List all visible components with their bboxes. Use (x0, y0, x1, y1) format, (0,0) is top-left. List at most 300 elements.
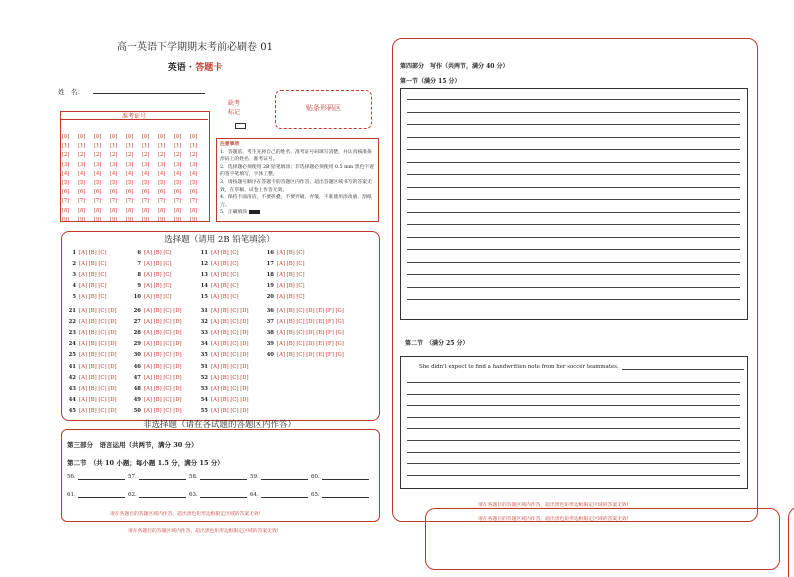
digit-bubble[interactable]: [1] (158, 143, 166, 150)
digit-bubble[interactable]: [5] (190, 180, 198, 187)
question-number: 30 (133, 352, 141, 358)
answer-options[interactable]: [A] [B] [C] (79, 261, 107, 267)
digit-bubble[interactable]: [4] (94, 170, 102, 177)
digit-bubble[interactable]: [2] (142, 152, 150, 159)
question-row[interactable] (66, 261, 107, 267)
question-number: 43 (68, 386, 76, 392)
blank-number: 63. (189, 492, 198, 498)
question-row[interactable] (66, 375, 117, 381)
digit-bubble[interactable]: [8] (94, 207, 102, 214)
blank-line[interactable] (322, 497, 369, 498)
writing-line (407, 428, 740, 429)
writing-line (407, 212, 740, 213)
notice-example: 5．正确填涂 (220, 210, 248, 216)
question-number: 52 (200, 375, 208, 381)
digit-bubble[interactable]: [5] (174, 180, 182, 187)
digit-bubble[interactable]: [0] (110, 134, 118, 140)
absent-mark-box[interactable] (235, 123, 246, 129)
digit-bubble[interactable]: [1] (174, 143, 182, 150)
question-row[interactable] (66, 294, 107, 300)
exam-id-digit-column (190, 133, 197, 225)
digit-bubble[interactable]: [5] (62, 180, 70, 187)
digit-bubble[interactable]: [5] (78, 180, 86, 187)
question-row[interactable] (198, 408, 249, 414)
question-row[interactable] (131, 330, 182, 336)
writing-area-2[interactable] (400, 356, 748, 489)
digit-bubble[interactable]: [4] (174, 170, 182, 177)
blank-number: 57. (128, 474, 137, 480)
blank-line[interactable] (200, 479, 247, 480)
question-number: 7 (137, 261, 141, 267)
question-row[interactable] (131, 319, 182, 325)
name-field[interactable] (93, 93, 205, 94)
answer-options[interactable]: [A] [B] [C] [D] (211, 341, 249, 347)
digit-bubble[interactable]: [8] (190, 207, 198, 214)
digit-bubble[interactable]: [9] (78, 216, 86, 223)
answer-options[interactable]: [A] [B] [C] (79, 294, 107, 300)
non-choice-title: 非选择题（请在各试题的答题区内作答） (142, 420, 296, 430)
absent-mark-label (228, 99, 240, 117)
question-row[interactable] (264, 352, 344, 358)
blank-line[interactable] (261, 479, 308, 480)
digit-bubble[interactable]: [2] (110, 152, 118, 159)
digit-bubble[interactable]: [3] (190, 161, 198, 168)
digit-bubble[interactable]: [3] (62, 161, 70, 168)
question-row[interactable] (66, 308, 117, 314)
answer-options[interactable]: [A] [B] [C] [D] (144, 319, 182, 325)
digit-bubble[interactable]: [3] (110, 161, 118, 168)
digit-bubble[interactable]: [3] (142, 161, 150, 168)
digit-bubble[interactable]: [9] (94, 216, 102, 223)
digit-bubble[interactable]: [1] (110, 143, 118, 150)
fill-blank (189, 474, 247, 480)
answer-options[interactable]: [A] [B] [C] (79, 272, 107, 278)
question-row[interactable] (198, 319, 249, 325)
question-number: 50 (133, 408, 141, 414)
answer-area-warning: 请在各题目的答题区域内作答，超出黑色矩形边框限定区域的答案无效! (110, 512, 261, 517)
question-row[interactable] (131, 364, 182, 370)
answer-options[interactable]: [A] [B] [C] (277, 283, 305, 289)
blank-line[interactable] (200, 497, 247, 498)
answer-options[interactable]: [A] [B] [C] [D] (211, 375, 249, 381)
question-row[interactable] (131, 250, 172, 256)
writing-line (407, 417, 740, 418)
question-row[interactable] (131, 308, 182, 314)
answer-options[interactable]: [A] [B] [C] [D] (79, 308, 117, 314)
exam-id-digit-column (174, 133, 181, 225)
exam-id-digit-column (142, 133, 149, 225)
question-row[interactable] (131, 294, 172, 300)
question-number: 15 (200, 294, 208, 300)
digit-bubble[interactable]: [9] (142, 216, 150, 223)
writing-line (407, 187, 740, 188)
writing-line (407, 440, 740, 441)
prompt-text: She didn't expect to find a handwritten note from her soccer teammates. (419, 364, 619, 370)
question-number: 8 (137, 272, 141, 278)
digit-bubble[interactable]: [4] (110, 170, 118, 177)
digit-bubble[interactable]: [2] (62, 152, 70, 159)
digit-bubble[interactable]: [4] (142, 170, 150, 177)
answer-options[interactable]: [A] [B] [C] [D] (144, 386, 182, 392)
digit-bubble[interactable]: [3] (158, 161, 166, 168)
digit-bubble[interactable]: [0] (62, 134, 70, 140)
absent-label-line1: 缺考 (228, 100, 241, 107)
answer-options[interactable]: [A] [B] [C] [D] (144, 408, 182, 414)
question-row[interactable] (198, 386, 249, 392)
answer-options[interactable]: [A] [B] [C] (277, 272, 305, 278)
question-number: 46 (133, 364, 141, 370)
digit-bubble[interactable]: [2] (78, 152, 86, 159)
answer-options[interactable]: [A] [B] [C] (211, 294, 239, 300)
question-row[interactable] (131, 375, 182, 381)
answer-options[interactable]: [A] [B] [C] [D] (144, 341, 182, 347)
question-number: 45 (68, 408, 76, 414)
answer-options[interactable]: [A] [B] [C] [D] (144, 364, 182, 370)
writing-line (407, 137, 740, 138)
question-row[interactable] (264, 294, 305, 300)
digit-bubble[interactable]: [3] (94, 161, 102, 168)
digit-bubble[interactable]: [9] (62, 216, 70, 223)
digit-bubble[interactable]: [8] (126, 207, 134, 214)
digit-bubble[interactable]: [5] (142, 180, 150, 187)
answer-options[interactable]: [A] [B] [C] [D] (144, 375, 182, 381)
answer-options[interactable]: [A] [B] [C] [D] (79, 341, 117, 347)
answer-options[interactable]: [A] [B] [C] (277, 261, 305, 267)
answer-options[interactable]: [A] [B] [C] [D] (79, 364, 117, 370)
blank-line[interactable] (139, 479, 186, 480)
answer-options[interactable]: [A] [B] [C] [D] (144, 330, 182, 336)
digit-bubble[interactable]: [9] (126, 216, 134, 223)
digit-bubble[interactable]: [9] (190, 216, 198, 223)
answer-options[interactable]: [A] [B] [C] [D] (79, 319, 117, 325)
question-row[interactable] (66, 386, 117, 392)
digit-bubble[interactable]: [7] (62, 198, 70, 205)
question-row[interactable] (198, 364, 249, 370)
question-row[interactable] (66, 341, 117, 347)
question-number: 16 (266, 250, 274, 256)
question-row[interactable] (264, 261, 305, 267)
answer-options[interactable]: [A] [B] [C] [D] (211, 386, 249, 392)
digit-bubble[interactable]: [8] (174, 207, 182, 214)
digit-bubble[interactable]: [8] (110, 207, 118, 214)
digit-bubble[interactable]: [4] (78, 170, 86, 177)
answer-options[interactable]: [A] [B] [C] [D] (211, 408, 249, 414)
answer-options[interactable]: [A] [B] [C] [D] (79, 375, 117, 381)
exam-id-divider (60, 119, 208, 120)
writing-line (407, 174, 740, 175)
barcode-label: 贴条形码区 (306, 104, 341, 112)
digit-bubble[interactable]: [3] (174, 161, 182, 168)
question-row[interactable] (264, 319, 344, 325)
digit-bubble[interactable]: [1] (126, 143, 134, 150)
question-row[interactable] (131, 261, 172, 267)
writing-line (407, 149, 740, 150)
digit-bubble[interactable]: [3] (78, 161, 86, 168)
question-row[interactable] (198, 283, 239, 289)
digit-bubble[interactable]: [0] (158, 134, 166, 140)
digit-bubble[interactable]: [1] (190, 143, 198, 150)
question-row[interactable] (66, 364, 117, 370)
question-row[interactable] (264, 330, 344, 336)
blank-line[interactable] (322, 479, 369, 480)
question-number: 18 (266, 272, 274, 278)
digit-bubble[interactable]: [7] (78, 198, 86, 205)
question-number: 12 (200, 261, 208, 267)
fill-blank (311, 492, 369, 498)
digit-bubble[interactable]: [6] (110, 189, 118, 196)
answer-options[interactable]: [A] [B] [C] [D] (79, 352, 117, 358)
question-row[interactable] (264, 250, 305, 256)
digit-bubble[interactable]: [7] (142, 198, 150, 205)
question-row[interactable] (264, 308, 344, 314)
digit-bubble[interactable]: [6] (94, 189, 102, 196)
answer-options[interactable]: [A] [B] [C] (144, 261, 172, 267)
digit-bubble[interactable]: [8] (78, 207, 86, 214)
answer-options[interactable]: [A] [B] [C] [D] (144, 308, 182, 314)
question-row[interactable] (198, 375, 249, 381)
question-row[interactable] (66, 397, 117, 403)
digit-bubble[interactable]: [1] (62, 143, 70, 150)
question-row[interactable] (264, 283, 305, 289)
question-number: 29 (133, 341, 141, 347)
answer-options[interactable]: [A] [B] [C] [D] (79, 330, 117, 336)
question-row[interactable] (264, 272, 305, 278)
answer-options[interactable]: [A] [B] [C] [D] (211, 364, 249, 370)
question-row[interactable] (66, 408, 117, 414)
answer-options[interactable]: [A] [B] [C] (277, 294, 305, 300)
subject-label: 英语 (167, 63, 186, 73)
blank-number: 56. (67, 474, 76, 480)
question-row[interactable] (66, 250, 107, 256)
exam-id-digit-column (78, 133, 85, 225)
answer-options[interactable]: [A] [B] [C] (144, 283, 172, 289)
absent-label-line2: 标记 (228, 109, 241, 116)
fill-blank (189, 492, 247, 498)
digit-bubble[interactable]: [6] (142, 189, 150, 196)
answer-options[interactable]: [A] [B] [C] [D] (211, 330, 249, 336)
answer-options[interactable]: [A] [B] [C] [D] [E] [F] [G] (277, 352, 344, 358)
answer-options[interactable]: [A] [B] [C] [D] [E] [F] [G] (277, 341, 344, 347)
question-row[interactable] (198, 352, 249, 358)
multiple-choice-box (61, 231, 380, 421)
answer-options[interactable]: [A] [B] [C] (211, 272, 239, 278)
question-row[interactable] (131, 272, 172, 278)
answer-options[interactable]: [A] [B] [C] [D] [E] [F] [G] (277, 308, 344, 314)
answer-options[interactable]: [A] [B] [C] (79, 250, 107, 256)
blank-number: 64. (250, 492, 259, 498)
writing-line (407, 224, 740, 225)
question-number: 41 (68, 364, 76, 370)
blank-number: 59. (250, 474, 259, 480)
digit-bubble[interactable]: [9] (174, 216, 182, 223)
digit-bubble[interactable]: [8] (62, 207, 70, 214)
question-row[interactable] (66, 330, 117, 336)
question-number: 2 (72, 261, 76, 267)
writing-area-1[interactable] (400, 88, 748, 320)
digit-bubble[interactable]: [5] (110, 180, 118, 187)
question-number: 54 (200, 397, 208, 403)
digit-bubble[interactable]: [4] (158, 170, 166, 177)
question-row[interactable] (66, 352, 117, 358)
digit-bubble[interactable]: [0] (174, 134, 182, 140)
question-row[interactable] (131, 386, 182, 392)
fill-blank (250, 474, 308, 480)
digit-bubble[interactable]: [7] (94, 198, 102, 205)
digit-bubble[interactable]: [8] (142, 207, 150, 214)
continuation-prompt (419, 364, 744, 370)
answer-options[interactable]: [A] [B] [C] [D] (211, 352, 249, 358)
answer-options[interactable]: [A] [B] [C] (144, 250, 172, 256)
prompt-line[interactable] (622, 369, 744, 370)
question-number: 19 (266, 283, 274, 289)
question-row[interactable] (131, 283, 172, 289)
blank-line[interactable] (78, 497, 125, 498)
question-row[interactable] (198, 250, 239, 256)
question-row[interactable] (66, 272, 107, 278)
digit-bubble[interactable]: [7] (190, 198, 198, 205)
writing-line (407, 124, 740, 125)
writing-line (407, 287, 740, 288)
digit-bubble[interactable]: [5] (94, 180, 102, 187)
digit-bubble[interactable]: [4] (126, 170, 134, 177)
question-number: 36 (266, 308, 274, 314)
digit-bubble[interactable]: [3] (126, 161, 134, 168)
answer-options[interactable]: [A] [B] [C] [D] (79, 408, 117, 414)
digit-bubble[interactable]: [9] (110, 216, 118, 223)
answer-options[interactable]: [A] [B] [C] [D] (144, 352, 182, 358)
answer-options[interactable]: [A] [B] [C] (277, 250, 305, 256)
blank-line[interactable] (139, 497, 186, 498)
question-row[interactable] (198, 341, 249, 347)
question-row[interactable] (131, 341, 182, 347)
answer-options[interactable]: [A] [B] [C] [D] (79, 386, 117, 392)
answer-options[interactable]: [A] [B] [C] (144, 272, 172, 278)
digit-bubble[interactable]: [6] (174, 189, 182, 196)
notice-heading: 注意事项 (220, 141, 240, 147)
digit-bubble[interactable]: [7] (158, 198, 166, 205)
blank-number: 65. (311, 492, 320, 498)
blank-line[interactable] (261, 497, 308, 498)
answer-options[interactable]: [A] [B] [C] [D] (211, 397, 249, 403)
digit-bubble[interactable]: [0] (94, 134, 102, 140)
blank-line[interactable] (78, 479, 125, 480)
digit-bubble[interactable]: [1] (142, 143, 150, 150)
question-number: 21 (68, 308, 76, 314)
writing-line (407, 274, 740, 275)
digit-bubble[interactable]: [2] (174, 152, 182, 159)
part4-section1: 第一节（满分 15 分） (400, 78, 461, 85)
question-row[interactable] (198, 330, 249, 336)
digit-bubble[interactable]: [5] (158, 180, 166, 187)
notice-item: 2．选择题必须使用 2B 铅笔填涂；非选择题必须使用 0.5 mm 黑色字迹的签字笔填写，字体工整。 (220, 164, 374, 178)
digit-bubble[interactable]: [1] (78, 143, 86, 150)
digit-bubble[interactable]: [7] (126, 198, 134, 205)
subtitle-dot: · (188, 63, 193, 73)
answer-options[interactable]: [A] [B] [C] (211, 261, 239, 267)
answer-options[interactable]: [A] [B] [C] (79, 283, 107, 289)
answer-options[interactable]: [A] [B] [C] [D] (211, 319, 249, 325)
answer-options[interactable]: [A] [B] [C] (144, 294, 172, 300)
question-number: 40 (266, 352, 274, 358)
question-row[interactable] (131, 408, 182, 414)
question-number: 42 (68, 375, 76, 381)
digit-bubble[interactable]: [6] (190, 189, 198, 196)
edge-border (788, 506, 794, 577)
digit-bubble[interactable]: [6] (158, 189, 166, 196)
exam-id-digit-column (158, 133, 165, 225)
digit-bubble[interactable]: [6] (78, 189, 86, 196)
question-number: 4 (72, 283, 76, 289)
notice-item: 1．答题前，考生先将自己的姓名、准考证号码填写清楚，并认真核准条形码上的姓名、准考证号。 (220, 149, 372, 163)
digit-bubble[interactable]: [4] (190, 170, 198, 177)
question-row[interactable] (198, 294, 239, 300)
question-row[interactable] (198, 272, 239, 278)
answer-options[interactable]: [A] [B] [C] [D] (144, 397, 182, 403)
part4-section2: 第二节 （满分 25 分） (405, 340, 469, 347)
answer-options[interactable]: [A] [B] [C] [D] [E] [F] [G] (277, 319, 344, 325)
writing-line (407, 299, 740, 300)
question-row[interactable] (66, 319, 117, 325)
digit-bubble[interactable]: [0] (78, 134, 86, 140)
exam-id-digit-column (126, 133, 133, 225)
question-number: 17 (266, 261, 274, 267)
question-row[interactable] (198, 308, 249, 314)
question-number: 1 (72, 250, 76, 256)
answer-options[interactable]: [A] [B] [C] (211, 283, 239, 289)
question-number: 31 (200, 308, 208, 314)
question-row[interactable] (66, 283, 107, 289)
question-row[interactable] (198, 397, 249, 403)
digit-bubble[interactable]: [4] (62, 170, 70, 177)
digit-bubble[interactable]: [5] (126, 180, 134, 187)
answer-options[interactable]: [A] [B] [C] [D] (79, 397, 117, 403)
fill-blank (128, 474, 186, 480)
digit-bubble[interactable]: [7] (110, 198, 118, 205)
digit-bubble[interactable]: [6] (62, 189, 70, 196)
answer-options[interactable]: [A] [B] [C] [D] (211, 308, 249, 314)
digit-bubble[interactable]: [2] (126, 152, 134, 159)
question-number: 55 (200, 408, 208, 414)
digit-bubble[interactable]: [8] (158, 207, 166, 214)
writing-line (407, 112, 740, 113)
digit-bubble[interactable]: [0] (126, 134, 134, 140)
digit-bubble[interactable]: [2] (190, 152, 198, 159)
name-label: 姓 名： (58, 88, 84, 96)
answer-options[interactable]: [A] [B] [C] [D] [E] [F] [G] (277, 330, 344, 336)
digit-bubble[interactable]: [1] (94, 143, 102, 150)
exam-id-label: 准考证号 (121, 113, 146, 120)
question-row[interactable] (131, 397, 182, 403)
digit-bubble[interactable]: [7] (174, 198, 182, 205)
digit-bubble[interactable]: [2] (94, 152, 102, 159)
exam-id-digit-column (110, 133, 117, 225)
notice-item: 3．请按题号顺序在答题卡的答题区内作答，超出答题区域书写的答案无效，在草稿、试卷上作答无效。 (220, 179, 372, 193)
writing-line (407, 382, 740, 383)
digit-bubble[interactable]: [0] (142, 134, 150, 140)
question-row[interactable] (131, 352, 182, 358)
answer-options[interactable]: [A] [B] [C] (211, 250, 239, 256)
digit-bubble[interactable]: [9] (158, 216, 166, 223)
question-row[interactable] (198, 261, 239, 267)
digit-bubble[interactable]: [6] (126, 189, 134, 196)
filled-bubble-icon (249, 210, 260, 214)
question-number: 11 (200, 250, 208, 256)
writing-line (407, 475, 740, 476)
fill-blank (67, 474, 125, 480)
question-row[interactable] (264, 341, 344, 347)
digit-bubble[interactable]: [2] (158, 152, 166, 159)
digit-bubble[interactable]: [0] (190, 134, 198, 140)
